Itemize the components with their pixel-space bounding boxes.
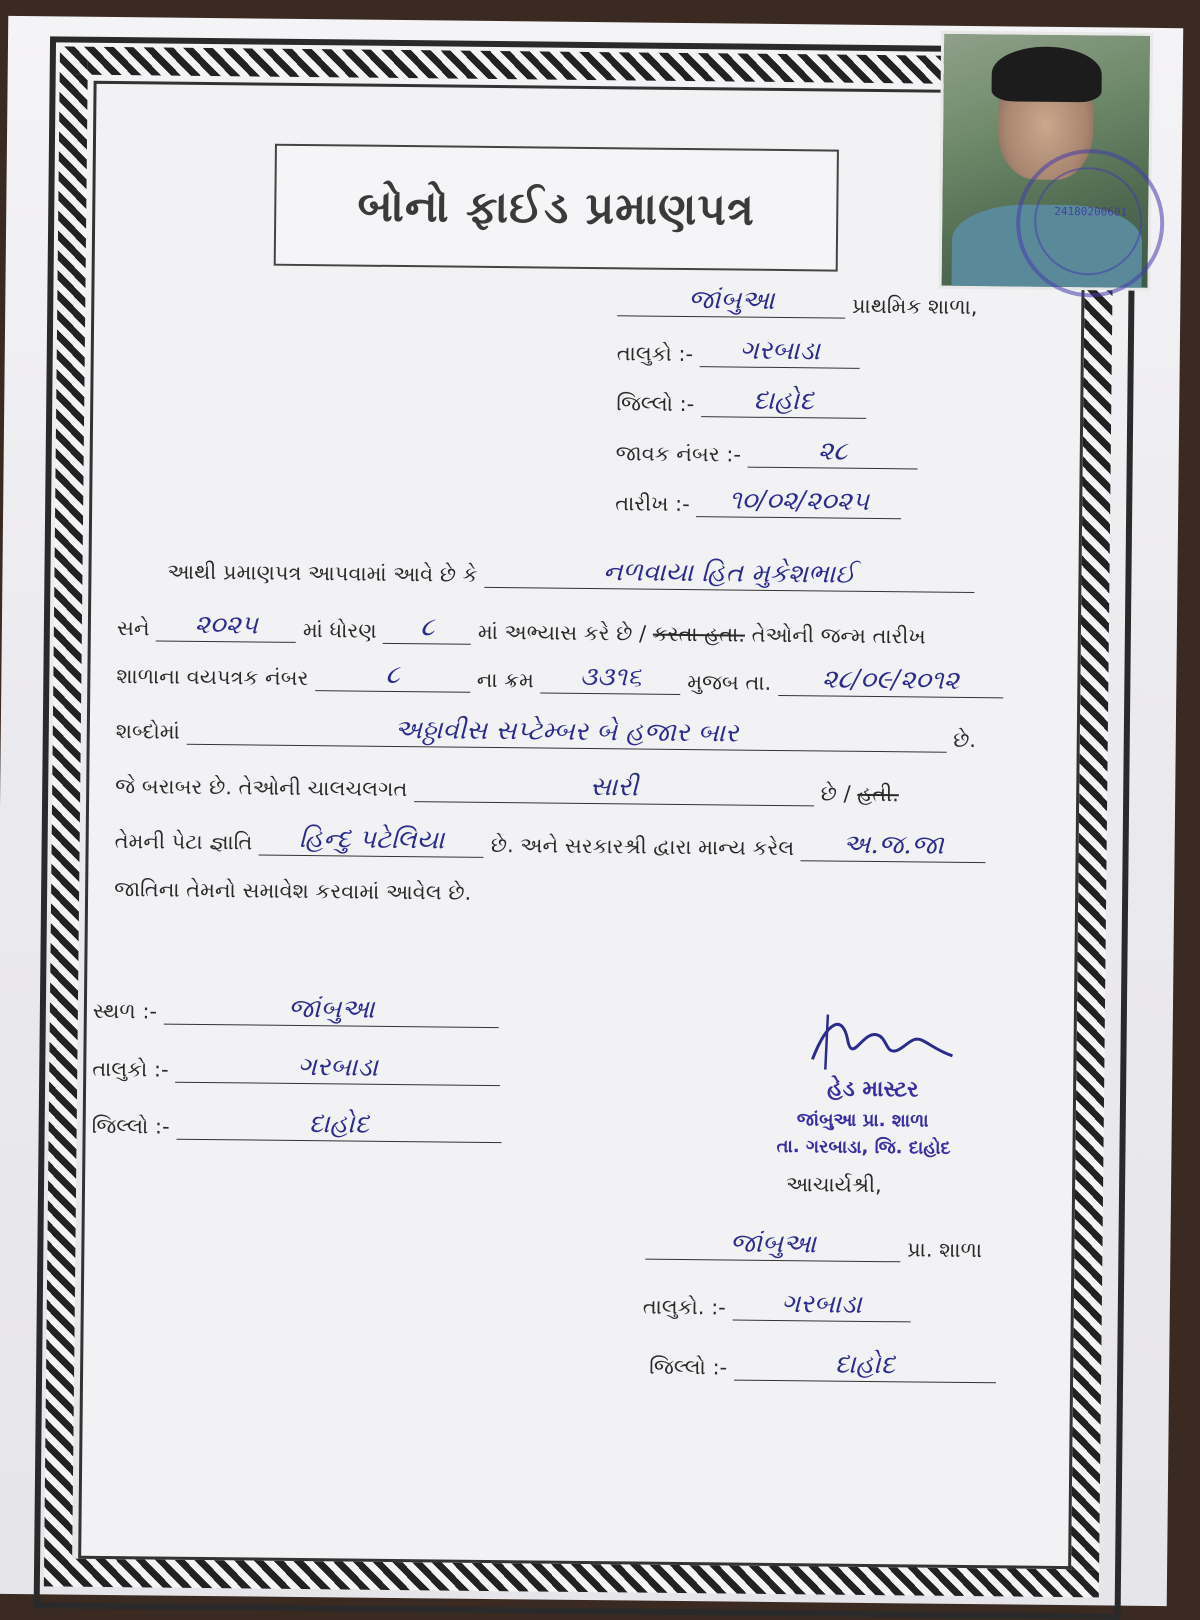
year-prefix: સને [116,616,150,641]
school-name-value: જાંબુઆ [688,285,775,316]
closing-line [114,877,471,906]
year-value: ૨૦૨૫ [194,609,259,641]
footer-district-line [92,1107,502,1143]
birth-date-words: અઠ્ઠાવીસ સપ્ટેમ્બર બે હજાર બાર [394,714,739,749]
footer-school-line [645,1228,982,1264]
outward-number-line [616,434,918,469]
signature [807,1009,958,1081]
study-text-2: તેઓની જન્મ તારીખ [751,622,926,649]
date-label: તારીખ :- [615,491,690,517]
footer-right-taluka-line [643,1288,911,1323]
register-label: શાળાના વયપત્રક નંબર [116,664,309,691]
caste-value: હિન્દુ પટેલિયા [298,823,445,856]
per-date-label: મુજબ તા. [687,670,772,695]
conduct-suffix: છે / [820,781,851,806]
intro-text: આથી પ્રમાણપત્ર આપવામાં આવે છે કે [167,559,478,587]
footer-right-taluka-label: તાલુકો. :- [642,1294,726,1320]
words-suffix: છે. [953,727,977,753]
words-label: શબ્દોમાં [115,719,180,744]
place-value: જાંબુઆ [288,993,375,1025]
outward-value: ૨૮ [817,436,848,467]
student-name-value: નળવાયા હિત મુકેશભાઈ [603,557,856,590]
school-line [617,284,978,320]
serial-label: ના ક્રમ [476,667,535,693]
birth-date-value: ૨૮/૦૯/૨૦૧૨ [821,664,960,696]
footer-taluka-label: તાલુકો :- [92,1056,169,1082]
conduct-strike: હતી. [857,781,900,807]
footer-district-label: જિલ્લો :- [91,1113,170,1139]
register-value: ૮ [385,659,400,691]
study-strike: કરતા હતા. [652,621,746,647]
footer-taluka-value: ગરબાડા [297,1051,379,1083]
seal-school: જાંબુઆ પ્રા. શાળા [796,1109,929,1132]
place-label: સ્થળ :- [92,998,158,1024]
footer-school-suffix: પ્રા. શાળા [906,1237,983,1263]
taluka-value: ગરબાડા [739,335,821,367]
principal-line [786,1172,882,1198]
principal-label: આચાર્યશ્રી, [785,1172,882,1198]
footer-right-district-label: જિલ્લો :- [649,1354,728,1380]
study-text-1: માં અભ્યાસ કરે છે / [477,619,647,646]
stamp-code: 24180200601 [1054,204,1128,219]
school-suffix: પ્રાથમિક શાળા, [851,293,978,320]
footer-right-taluka-value: ગરબાડા [781,1289,862,1320]
date-value: ૧૦/૦૨/૨૦૨૫ [728,485,870,517]
district-value: દાહોદ [753,385,814,417]
footer-district-value: દાહોદ [308,1109,370,1140]
footer-taluka-line [92,1050,500,1086]
closing-text: જાતિના તેમનો સમાવેશ કરવામાં આવેલ છે. [114,877,472,905]
footer-right-district-line [649,1348,996,1384]
certificate-paper [0,16,1183,1606]
conduct-prefix: જે બરાબર છે. તેઓની ચાલચલગત [115,774,408,802]
certificate-title: બોનો ફાઈડ પ્રમાણપત્ર [357,180,756,236]
caste-prefix: તેમની પેટા જ્ઞાતિ [114,829,253,855]
place-line [93,992,499,1028]
conduct-value: સારી [589,772,639,803]
category-value: અ.જ.જા [842,829,944,861]
district-line [616,384,866,419]
outward-label: જાવક નંબર :- [615,441,742,467]
title-box [274,144,839,272]
seal-designation: હેડ માસ્ટર [826,1076,919,1103]
standard-label: માં ધોરણ [302,618,377,643]
seal-address: તા. ગરબાડા, જિ. દાહોદ [776,1135,951,1159]
taluka-line [617,334,860,369]
standard-value: ૮ [419,612,435,643]
date-line [615,484,902,519]
footer-school-value: જાંબુઆ [729,1228,817,1260]
serial-value: ૩૩૧૬ [579,661,642,693]
school-stamp [1015,148,1165,298]
footer-right-district-value: દાહોદ [834,1349,896,1381]
caste-mid: છે. અને સરકારશ્રી દ્વારા માન્ય કરેલ [490,832,795,861]
district-label: જિલ્લો :- [616,391,695,417]
taluka-label: તાલુકો :- [616,341,694,367]
